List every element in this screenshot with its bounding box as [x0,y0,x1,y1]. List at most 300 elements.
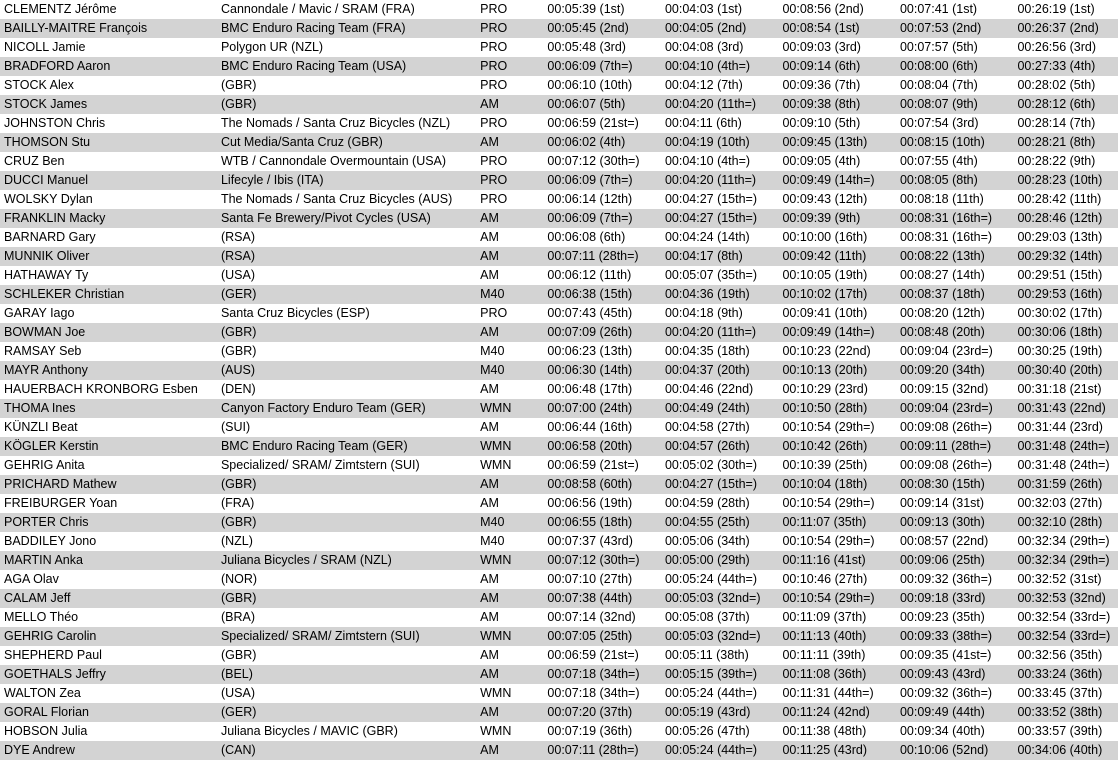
rider-name: FRANKLIN Macky [0,209,217,228]
rider-team: (GER) [217,285,476,304]
rider-name: MELLO Théo [4,610,79,624]
rider-team: The Nomads / Santa Cruz Bicycles (NZL) [220,116,451,130]
rider-category: M40 [476,361,543,380]
table-row [0,570,1118,589]
stage-3-time: 00:11:13 (40th) [778,627,896,646]
table-row [0,399,1118,418]
total-time: 00:32:34 (29th=) [1017,534,1110,548]
rider-team: (FRA) [220,496,255,510]
stage-2-time: 00:04:55 (25th) [661,513,779,532]
total-time: 00:28:42 (11th) [1017,192,1102,206]
stage-4-time: 00:09:34 (40th) [899,724,985,738]
total-time: 00:32:52 (31st) [1017,572,1102,586]
stage-1-time: 00:06:58 (20th) [543,437,661,456]
stage-3-time: 00:11:31 (44th=) [782,686,874,700]
stage-4-time: 00:07:55 (4th) [899,154,978,168]
stage-3-time: 00:08:54 (1st) [778,19,896,38]
total-time: 00:30:40 (20th) [1013,361,1118,380]
stage-1-time: 00:06:48 (17th) [547,382,633,396]
stage-4-time: 00:08:27 (14th) [899,268,985,282]
stage-2-time: 00:04:27 (15th=) [664,192,758,206]
stage-1-time: 00:07:12 (30th=) [543,551,661,570]
total-time: 00:31:48 (24th=) [1013,437,1118,456]
table-row [0,361,1118,380]
rider-team: (USA) [220,686,255,700]
stage-3-time: 00:10:00 (16th) [782,230,868,244]
stage-2-time: 00:05:15 (39th=) [661,665,779,684]
table-row [0,437,1118,456]
stage-2-time: 00:04:36 (19th) [661,285,779,304]
rider-category: AM [480,420,499,434]
rider-name: BAILLY-MAITRE François [0,19,217,38]
stage-1-time: 00:06:08 (6th) [547,230,626,244]
total-time: 00:31:18 (21st) [1017,382,1102,396]
stage-2-time: 00:04:20 (11th=) [661,323,779,342]
stage-1-time: 00:05:45 (2nd) [543,19,661,38]
rider-name: BOWMAN Joe [0,323,217,342]
total-time: 00:30:02 (17th) [1017,306,1103,320]
stage-4-time: 00:08:15 (10th) [896,133,1014,152]
stage-4-time: 00:08:37 (18th) [896,285,1014,304]
rider-team: Canyon Factory Enduro Team (GER) [217,399,476,418]
stage-2-time: 00:04:20 (11th=) [661,171,779,190]
total-time: 00:29:32 (14th) [1013,247,1118,266]
stage-4-time: 00:08:30 (15th) [896,475,1014,494]
table-row [0,494,1118,513]
rider-name: GARAY Iago [4,306,75,320]
rider-name: HATHAWAY Ty [4,268,89,282]
rider-category: WMN [480,686,512,700]
rider-category: M40 [480,344,505,358]
rider-team: (GBR) [220,344,257,358]
rider-name: SHEPHERD Paul [4,648,102,662]
rider-team: (GBR) [217,95,476,114]
stage-3-time: 00:09:43 (12th) [782,192,868,206]
stage-3-time: 00:11:16 (41st) [778,551,896,570]
stage-2-time: 00:04:10 (4th=) [661,57,779,76]
stage-1-time: 00:07:10 (27th) [547,572,633,586]
stage-2-time: 00:04:17 (8th) [661,247,779,266]
rider-category: AM [480,648,499,662]
stage-1-time: 00:06:07 (5th) [543,95,661,114]
stage-3-time: 00:11:09 (37th) [782,610,867,624]
rider-category: PRO [480,154,508,168]
total-time: 00:30:06 (18th) [1013,323,1118,342]
stage-4-time: 00:09:04 (23rd=) [899,344,993,358]
rider-category: PRO [476,171,543,190]
rider-category: AM [476,665,543,684]
stage-4-time: 00:08:05 (8th) [896,171,1014,190]
rider-team: (RSA) [217,247,476,266]
stage-2-time: 00:04:57 (26th) [661,437,779,456]
total-time: 00:30:25 (19th) [1017,344,1103,358]
rider-team: (RSA) [220,230,255,244]
stage-1-time: 00:06:30 (14th) [543,361,661,380]
stage-4-time: 00:07:41 (1st) [899,2,978,16]
stage-4-time: 00:09:18 (33rd) [896,589,1014,608]
total-time: 00:31:48 (24th=) [1017,458,1110,472]
stage-4-time: 00:07:54 (3rd) [899,116,979,130]
stage-4-time: 00:08:00 (6th) [896,57,1014,76]
table-row [0,0,1118,19]
rider-category: PRO [480,116,508,130]
stage-1-time: 00:06:09 (7th=) [543,209,661,228]
stage-4-time: 00:08:07 (9th) [896,95,1014,114]
table-row [0,627,1118,646]
stage-1-time: 00:07:18 (34th=) [547,686,640,700]
rider-category: AM [476,741,543,760]
total-time: 00:28:02 (5th) [1017,78,1096,92]
total-time: 00:32:53 (32nd) [1013,589,1118,608]
stage-4-time: 00:09:13 (30th) [896,513,1014,532]
rider-name: STOCK Alex [4,78,74,92]
rider-category: WMN [476,437,543,456]
table-row [0,323,1118,342]
total-time: 00:26:37 (2nd) [1013,19,1118,38]
rider-name: CALAM Jeff [0,589,217,608]
total-time: 00:32:54 (33rd=) [1013,627,1118,646]
rider-category: AM [476,133,543,152]
stage-1-time: 00:07:19 (36th) [547,724,633,738]
rider-name: KÜNZLI Beat [4,420,78,434]
total-time: 00:26:56 (3rd) [1017,40,1097,54]
stage-2-time: 00:04:19 (10th) [661,133,779,152]
stage-2-time: 00:04:37 (20th) [661,361,779,380]
stage-1-time: 00:05:48 (3rd) [547,40,626,54]
total-time: 00:28:12 (6th) [1013,95,1118,114]
stage-3-time: 00:09:49 (14th=) [778,171,896,190]
stage-3-time: 00:09:41 (10th) [782,306,868,320]
rider-category: AM [480,496,499,510]
rider-team: Specialized/ SRAM/ Zimtstern (SUI) [220,458,420,472]
rider-name: JOHNSTON Chris [4,116,106,130]
stage-1-time: 00:06:59 (21st=) [547,458,639,472]
stage-2-time: 00:05:03 (32nd=) [661,589,779,608]
stage-2-time: 00:05:24 (44th=) [664,686,758,700]
rider-team: Polygon UR (NZL) [220,40,324,54]
table-row [0,722,1118,741]
stage-2-time: 00:05:02 (30th=) [664,458,758,472]
rider-category: AM [476,475,543,494]
table-row [0,703,1118,722]
rider-name: BRADFORD Aaron [0,57,217,76]
stage-3-time: 00:09:49 (14th=) [778,323,896,342]
rider-name: CRUZ Ben [4,154,65,168]
total-time: 00:31:44 (23rd) [1017,420,1103,434]
stage-3-time: 00:11:24 (42nd) [778,703,896,722]
rider-team: (SUI) [220,420,251,434]
rider-team: (GBR) [220,648,257,662]
rider-name: BADDILEY Jono [4,534,97,548]
stage-3-time: 00:09:45 (13th) [778,133,896,152]
table-row [0,380,1118,399]
rider-team: (BEL) [217,665,476,684]
rider-name: THOMA Ines [0,399,217,418]
stage-4-time: 00:10:06 (52nd) [896,741,1014,760]
stage-4-time: 00:09:08 (26th=) [899,420,993,434]
rider-category: PRO [480,306,508,320]
total-time: 00:29:53 (16th) [1013,285,1118,304]
table-row [0,19,1118,38]
rider-team: BMC Enduro Racing Team (GER) [217,437,476,456]
rider-name: DUCCI Manuel [0,171,217,190]
stage-3-time: 00:08:56 (2nd) [782,2,864,16]
total-time: 00:28:46 (12th) [1013,209,1118,228]
stage-4-time: 00:08:04 (7th) [899,78,978,92]
total-time: 00:31:59 (26th) [1013,475,1118,494]
rider-team: (GBR) [217,323,476,342]
table-row [0,532,1118,551]
rider-team: (AUS) [217,361,476,380]
stage-4-time: 00:09:43 (43rd) [896,665,1014,684]
stage-2-time: 00:04:59 (28th) [664,496,750,510]
total-time: 00:33:24 (36th) [1013,665,1118,684]
stage-3-time: 00:10:50 (28th) [778,399,896,418]
rider-team: BMC Enduro Racing Team (USA) [217,57,476,76]
stage-4-time: 00:09:14 (31st) [899,496,985,510]
stage-2-time: 00:04:27 (15th=) [661,475,779,494]
stage-3-time: 00:10:54 (29th=) [782,420,875,434]
rider-category: AM [476,589,543,608]
table-row [0,665,1118,684]
stage-3-time: 00:10:39 (25th) [782,458,868,472]
stage-1-time: 00:07:43 (45th) [547,306,633,320]
stage-4-time: 00:08:48 (20th) [896,323,1014,342]
total-time: 00:32:56 (35th) [1017,648,1103,662]
stage-3-time: 00:10:54 (29th=) [782,534,875,548]
stage-4-time: 00:09:11 (28th=) [896,437,1014,456]
rider-category: PRO [480,2,508,16]
rider-category: WMN [480,458,512,472]
table-row [0,95,1118,114]
table-row [0,209,1118,228]
stage-1-time: 00:06:12 (11th) [547,268,632,282]
rider-category: WMN [476,627,543,646]
stage-2-time: 00:04:03 (1st) [664,2,743,16]
rider-category: PRO [476,57,543,76]
rider-name: MUNNIK Oliver [0,247,217,266]
total-time: 00:27:33 (4th) [1013,57,1118,76]
table-row [0,190,1118,209]
stage-4-time: 00:09:23 (35th) [899,610,985,624]
table-row [0,285,1118,304]
stage-1-time: 00:06:55 (18th) [543,513,661,532]
stage-3-time: 00:09:10 (5th) [782,116,861,130]
stage-1-time: 00:07:12 (30th=) [547,154,640,168]
stage-3-time: 00:09:14 (6th) [778,57,896,76]
rider-name: GORAL Florian [0,703,217,722]
rider-name: GEHRIG Anita [4,458,85,472]
rider-team: WTB / Cannondale Overmountain (USA) [220,154,447,168]
rider-name: FREIBURGER Yoan [4,496,118,510]
stage-3-time: 00:10:04 (18th) [778,475,896,494]
stage-4-time: 00:09:15 (32nd) [899,382,989,396]
table-row [0,456,1118,475]
stage-1-time: 00:07:14 (32nd) [547,610,636,624]
stage-3-time: 00:09:36 (7th) [782,78,861,92]
total-time: 00:32:54 (33rd=) [1017,610,1111,624]
total-time: 00:28:14 (7th) [1017,116,1096,130]
rider-category: M40 [476,513,543,532]
rider-name: WALTON Zea [4,686,81,700]
rider-name: MAYR Anthony [0,361,217,380]
stage-1-time: 00:06:59 (21st=) [547,648,639,662]
total-time: 00:28:22 (9th) [1017,154,1096,168]
rider-category: AM [476,703,543,722]
rider-team: (GBR) [217,475,476,494]
total-time: 00:28:21 (8th) [1013,133,1118,152]
stage-3-time: 00:10:42 (26th) [778,437,896,456]
stage-2-time: 00:05:07 (35th=) [664,268,758,282]
rider-name: DYE Andrew [0,741,217,760]
stage-3-time: 00:11:07 (35th) [778,513,896,532]
table-row [0,133,1118,152]
stage-3-time: 00:10:54 (29th=) [782,496,875,510]
stage-1-time: 00:06:10 (10th) [547,78,633,92]
stage-1-time: 00:06:09 (7th=) [543,171,661,190]
stage-1-time: 00:07:11 (28th=) [543,247,661,266]
rider-name: HOBSON Julia [4,724,88,738]
rider-name: CLEMENTZ Jérôme [4,2,117,16]
stage-1-time: 00:06:02 (4th) [543,133,661,152]
rider-team: Santa Fe Brewery/Pivot Cycles (USA) [217,209,476,228]
stage-2-time: 00:04:27 (15th=) [661,209,779,228]
table-row [0,266,1118,285]
stage-4-time: 00:08:57 (22nd) [899,534,989,548]
stage-1-time: 00:06:14 (12th) [547,192,633,206]
table-row [0,741,1118,760]
stage-2-time: 00:04:05 (2nd) [661,19,779,38]
rider-team: (DEN) [220,382,256,396]
rider-name: AGA Olav [4,572,59,586]
rider-category: M40 [476,285,543,304]
rider-category: AM [480,610,499,624]
rider-name: MARTIN Anka [0,551,217,570]
stage-2-time: 00:04:46 (22nd) [664,382,754,396]
rider-team: Santa Cruz Bicycles (ESP) [220,306,370,320]
stage-4-time: 00:09:49 (44th) [896,703,1014,722]
rider-team: Cut Media/Santa Cruz (GBR) [217,133,476,152]
stage-2-time: 00:04:35 (18th) [664,344,750,358]
rider-name: GOETHALS Jeffry [0,665,217,684]
stage-4-time: 00:07:57 (5th) [899,40,978,54]
stage-3-time: 00:09:39 (9th) [778,209,896,228]
table-row [0,171,1118,190]
stage-2-time: 00:04:49 (24th) [661,399,779,418]
table-row [0,57,1118,76]
rider-name: WOLSKY Dylan [4,192,93,206]
stage-1-time: 00:07:20 (37th) [543,703,661,722]
rider-category: WMN [476,551,543,570]
stage-2-time: 00:04:20 (11th=) [661,95,779,114]
stage-1-time: 00:06:09 (7th=) [543,57,661,76]
stage-2-time: 00:05:26 (47th) [664,724,750,738]
table-row [0,76,1118,95]
rider-name: BARNARD Gary [4,230,96,244]
total-time: 00:33:57 (39th) [1017,724,1103,738]
rider-team: (USA) [220,268,255,282]
table-row [0,342,1118,361]
stage-2-time: 00:04:58 (27th) [664,420,750,434]
total-time: 00:32:03 (27th) [1017,496,1103,510]
rider-team: Juliana Bicycles / SRAM (NZL) [217,551,476,570]
stage-2-time: 00:05:19 (43rd) [661,703,779,722]
stage-4-time: 00:09:32 (36th=) [899,686,993,700]
rider-team: (BRA) [220,610,255,624]
rider-name: HAUERBACH KRONBORG Esben [4,382,198,396]
rider-team: The Nomads / Santa Cruz Bicycles (AUS) [220,192,453,206]
rider-name: KÖGLER Kerstin [0,437,217,456]
rider-category: M40 [480,534,505,548]
rider-name: STOCK James [0,95,217,114]
stage-4-time: 00:09:06 (25th) [896,551,1014,570]
total-time: 00:28:23 (10th) [1013,171,1118,190]
total-time: 00:31:43 (22nd) [1013,399,1118,418]
stage-3-time: 00:11:25 (43rd) [778,741,896,760]
stage-4-time: 00:08:22 (13th) [896,247,1014,266]
stage-1-time: 00:07:37 (43rd) [547,534,633,548]
stage-4-time: 00:09:08 (26th=) [899,458,993,472]
stage-2-time: 00:04:12 (7th) [664,78,743,92]
stage-4-time: 00:09:35 (41st=) [899,648,992,662]
rider-category: AM [476,323,543,342]
rider-team: Specialized/ SRAM/ Zimtstern (SUI) [217,627,476,646]
rider-team: (GBR) [220,78,257,92]
rider-category: AM [480,230,499,244]
stage-2-time: 00:04:10 (4th=) [664,154,751,168]
stage-1-time: 00:06:59 (21st=) [547,116,639,130]
rider-name: RAMSAY Seb [4,344,82,358]
stage-4-time: 00:09:32 (36th=) [899,572,993,586]
stage-1-time: 00:07:05 (25th) [543,627,661,646]
stage-1-time: 00:07:18 (34th=) [543,665,661,684]
rider-name: THOMSON Stu [0,133,217,152]
total-time: 00:33:45 (37th) [1017,686,1103,700]
rider-category: PRO [480,40,508,54]
stage-1-time: 00:08:58 (60th) [543,475,661,494]
stage-4-time: 00:08:20 (12th) [899,306,985,320]
stage-4-time: 00:09:33 (38th=) [896,627,1014,646]
rider-category: AM [476,95,543,114]
stage-4-time: 00:09:20 (34th) [896,361,1014,380]
rider-name: GEHRIG Carolin [0,627,217,646]
rider-team: BMC Enduro Racing Team (FRA) [217,19,476,38]
table-row [0,247,1118,266]
table-row [0,38,1118,57]
stage-3-time: 00:11:08 (36th) [778,665,896,684]
stage-3-time: 00:11:38 (48th) [782,724,867,738]
stage-2-time: 00:05:03 (32nd=) [661,627,779,646]
table-row [0,551,1118,570]
stage-1-time: 00:07:38 (44th) [543,589,661,608]
rider-category: AM [476,247,543,266]
table-row [0,608,1118,627]
rider-category: PRO [476,19,543,38]
total-time: 00:29:51 (15th) [1017,268,1103,282]
total-time: 00:29:03 (13th) [1017,230,1103,244]
rider-team: (NOR) [220,572,258,586]
rider-name: SCHLEKER Christian [0,285,217,304]
rider-team: (CAN) [217,741,476,760]
rider-team: Cannondale / Mavic / SRAM (FRA) [220,2,415,16]
total-time: 00:32:34 (29th=) [1013,551,1118,570]
stage-2-time: 00:05:24 (44th=) [664,572,758,586]
stage-3-time: 00:10:46 (27th) [782,572,868,586]
stage-3-time: 00:10:13 (20th) [778,361,896,380]
table-row [0,114,1118,133]
stage-2-time: 00:05:24 (44th=) [661,741,779,760]
table-row [0,475,1118,494]
